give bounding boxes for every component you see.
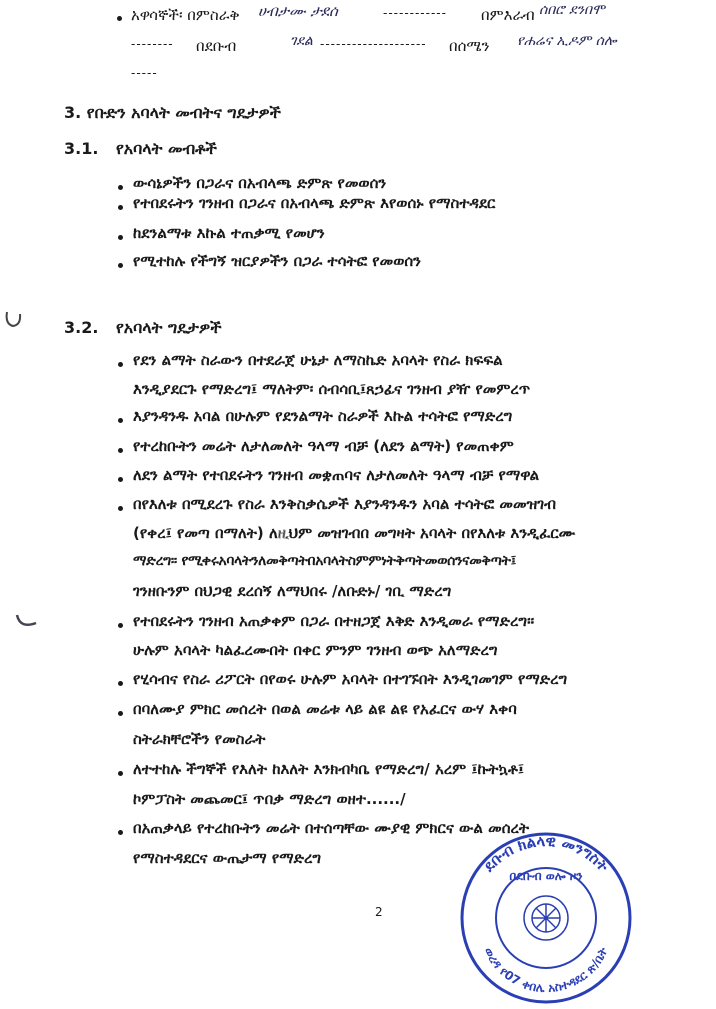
subsection-number-1: 3.1.	[64, 139, 99, 158]
dash-lead: --------	[131, 37, 174, 51]
rights-item: ውሳኔዎችን በጋራና በአብላጫ ድምጽ የመወሰን	[133, 174, 387, 192]
bullet-dot	[117, 16, 122, 21]
bullet-dot	[118, 623, 123, 628]
official-stamp	[446, 818, 646, 1008]
stamp-emblem	[524, 896, 568, 940]
duty-line: ማድረግ፡፡ የሚቀሩአባላትንለመቅጣትበአባላትስምምነትቅጣትመወሰንናመቅጣት፤	[133, 553, 517, 569]
rights-item: የተበደሩትን ገንዘብ በጋራና በአብላጫ ድምጽ እየወሰኑ የማስተዳደር	[133, 194, 496, 212]
bullet-dot	[118, 263, 123, 268]
bullet-dot	[118, 830, 123, 835]
duty-line: በባለሙያ ምክር መሰረት በወል መሬቱ ላይ ልዩ ልዩ የአፈርና ውሃ እቀባ	[133, 700, 517, 718]
section-title: 3. የቡድን አባላት መብትና ግዴታዎች	[64, 103, 281, 122]
rights-item: የሚተከሉ የችግኝ ዝርያዎችን በጋራ ተሳትፎ የመወሰን	[133, 252, 422, 270]
handwritten-north: የሐሬና ኢዶም ሰሎ	[517, 33, 617, 49]
margin-mark	[14, 610, 40, 634]
bullet-dot	[118, 448, 123, 453]
bullet-dot	[118, 362, 123, 367]
west-label: በምእራብ	[481, 6, 535, 24]
duty-line: የተረከቡትን መሬት ለታለመለት ዓላማ ብቻ (ለደን ልማት) የመጠቀም	[133, 437, 514, 455]
boundaries-label: አዋሳኞች፡ በምስራቅ	[131, 6, 240, 24]
stamp-top-text: ደቡብ ክልላዊ መንግስት	[479, 831, 613, 876]
handwritten-south: ገደል	[290, 33, 313, 49]
stamp-bottom-text: ወረዳ የ07 ቀበሌ አስተዳደር ጽ/ቤት	[481, 945, 611, 996]
bullet-dot	[118, 681, 123, 686]
subsection-number-2: 3.2.	[64, 318, 99, 337]
north-label: በሰሜን	[449, 37, 490, 55]
page-number: 2	[375, 905, 383, 919]
bullet-dot	[118, 771, 123, 776]
duty-line: በየእለቱ በሚደረጉ የስራ እንቅስቃሴዎች እያንዳንዱን አባል ተሳትፎ መመዝገብ	[133, 495, 557, 513]
duty-line: እያንዳንዱ አባል በሁሉም የደንልማት ስራዎች እኩል ተሳትፎ የማድረግ	[133, 407, 513, 425]
handwritten-west: ሰበሮ ደንበሞ	[539, 2, 605, 18]
rights-item: ከደንልማቱ እኩል ተጠቃሚ የመሆን	[133, 224, 325, 242]
bullet-dot	[118, 185, 123, 190]
dash-fill: ------------	[383, 6, 447, 20]
duty-line: ኮምፓስት መጨመር፤ ጥበቃ ማድረግ ወዘተ....../	[133, 790, 406, 808]
dash-tail: -----	[131, 66, 158, 80]
bullet-dot	[118, 235, 123, 240]
duty-line: የደን ልማት ስራውን በተደራጀ ሁኔታ ለማስኬድ አባላት የስራ ክፍፍል	[133, 351, 503, 369]
bullet-dot	[118, 418, 123, 423]
south-label: በደቡብ	[196, 37, 237, 55]
duty-line: የተበደሩትን ገንዘብ አጠቃቀም በጋራ በተዘጋጀ እቅድ እንዲመራ የማድረግ፡፡	[133, 612, 535, 630]
duty-line: ገንዘቡንም በህጋዊ ደረሰኝ ለማህበሩ /ለቡድኑ/ ገቢ ማድረግ	[133, 582, 452, 600]
duty-line: ሁሉም አባላት ካልፈረሙበት በቀር ምንም ገንዘብ ወጭ አለማድረግ	[133, 641, 498, 659]
subsection-title-rights: የአባላት መብቶች	[116, 139, 217, 158]
duty-line: ለደን ልማት የተበደሩትን ገንዘብ መቋጠባና ለታለመለት ዓላማ ብቻ የማዋል	[133, 466, 540, 484]
duty-line: በአጠቃላይ የተረከቡትን መሬት በተሰጣቸው ሙያዊ ምክርና ውል መሰረት	[133, 819, 530, 837]
bullet-dot	[118, 477, 123, 482]
handwritten-east: ሀብታሙ ታደሰ	[258, 2, 338, 20]
duty-line: ለተተከሉ ችግኞች የእለት ከእለት እንክብካቤ የማድረግ/ አረም ፤ኩትኳቶ፤	[133, 760, 525, 778]
boundaries-line-1	[131, 6, 240, 24]
duty-line: እንዲያደርጉ የማድረግ፤ ማለትም፡ ሰብሳቢ፤ጸኃፊና ገንዘብ ያዥ የመምረጥ	[133, 380, 531, 398]
bullet-dot	[118, 205, 123, 210]
subsection-title-duties: የአባላት ግዴታዎች	[116, 318, 222, 337]
duty-line: ስትራክቸሮችን የመስራት	[133, 730, 266, 748]
margin-mark	[3, 308, 23, 330]
stamp-mid-text: በደቡብ ወሎ ዞን	[509, 869, 583, 883]
duty-line: የሂሳብና የስራ ሪፖርት በየወሩ ሁሉም አባላት በተገኙበት እንዲገመገም የማድረግ	[133, 670, 568, 688]
bullet-dot	[118, 506, 123, 511]
dash-mid: --------------------	[320, 37, 427, 51]
bullet-dot	[118, 711, 123, 716]
duty-line: የማስተዳደርና ውጤታማ የማድረግ	[133, 849, 322, 867]
duty-line: (የቀረ፤ የመጣ በማለት) ለዚህም መዝገብበ መግዛት አባላት በየእለቱ እንዲፈርሙ	[133, 524, 576, 542]
